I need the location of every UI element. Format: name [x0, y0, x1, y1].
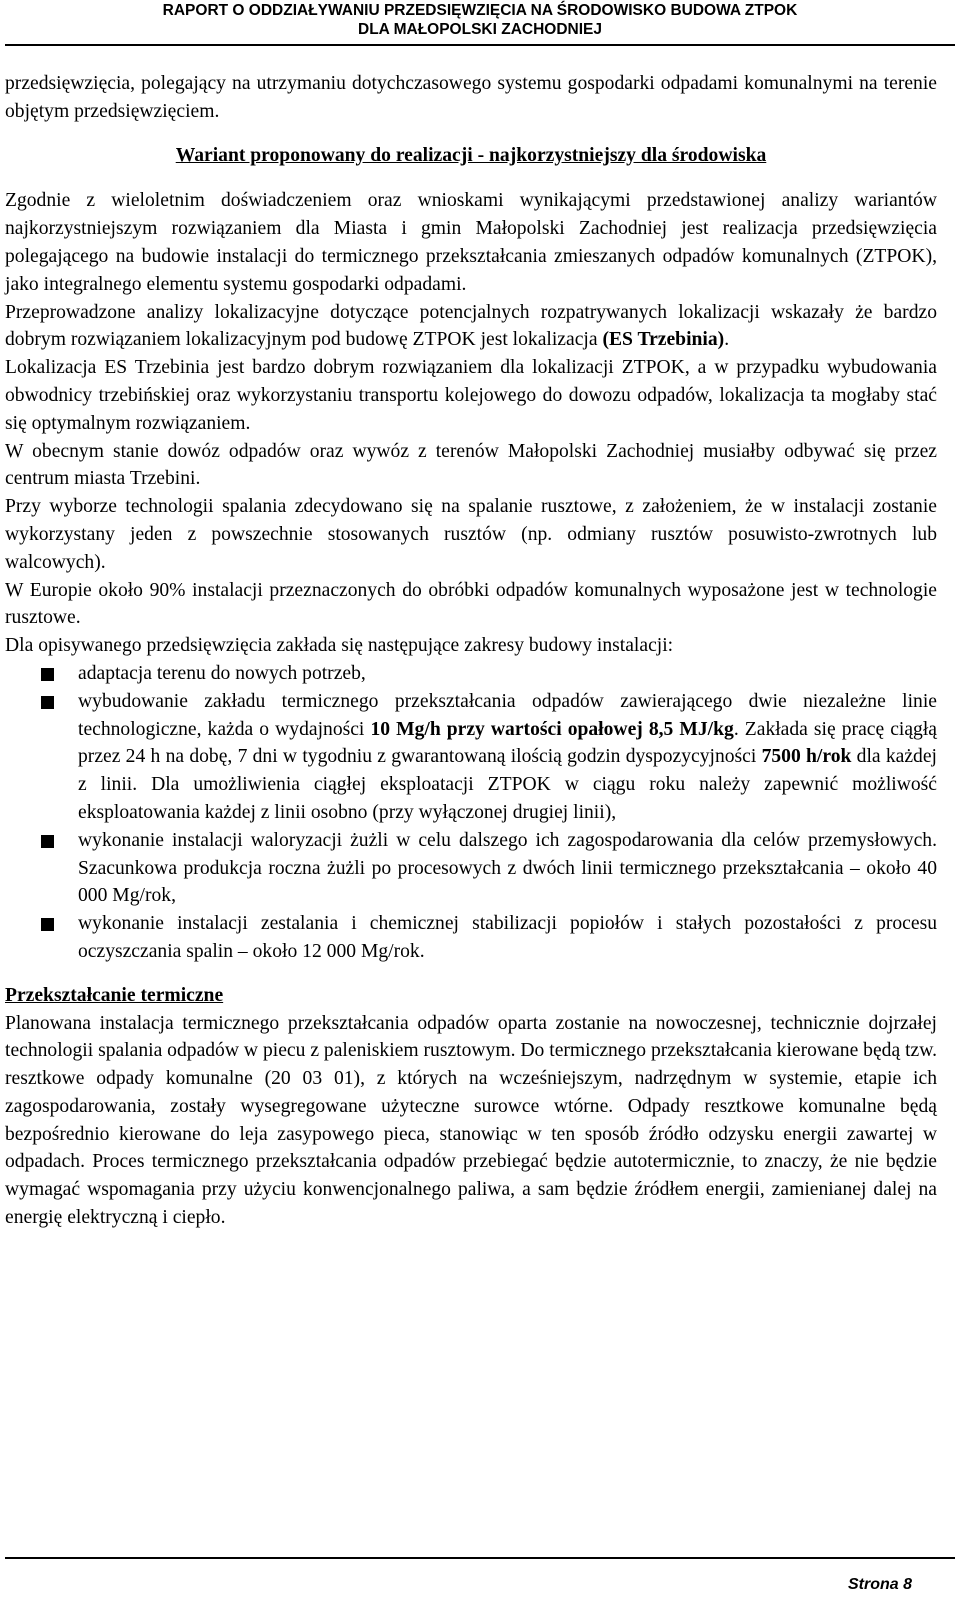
bullet-icon	[41, 918, 54, 931]
header-title-line1: RAPORT O ODDZIAŁYWANIU PRZEDSIĘWZIĘCIA NA ŚRODOWISKO BUDOWA ZTPOK	[162, 2, 798, 19]
paragraph-transport: W obecnym stanie dowóz odpadów oraz wywóz z terenów Małopolski Zachodniej musiałby odbywać się przez centrum miasta Trzebini.	[5, 440, 937, 490]
paragraph-scope-intro: Dla opisywanego przedsięwzięcia zakłada się następujące zakresy budowy instalacji:	[5, 635, 674, 657]
paragraph-thermal: Planowana instalacja termicznego przekształcania odpadów oparta zostanie na nowoczesnej, technicznie dojrzałej technologii spalania odpadów w piecu z paleniskiem rusztowym. Do termicznego przekształcania kierowane będą tzw. resztkowe odpady komunalne (20 03 01), z których na wcześniejszym, nadrzędnym w systemie, etapie ich zagospodarowania, zostały wysegregowane użyteczne surowce wtórne. Odpady resztkowe komunalne będą bezpośrednio kierowane do leja zasypowego pieca, stanowiąc w ten sposób źródło odzysku energii zawartej w odpadach. Proces termicznego przekształcania odpadów przebiegać będzie autotermicznie, to znaczy, że nie będzie wymagać wspomagania przy użyciu konwencjonalnego paliwa, a sam będzie źródłem energii, zamienianej dalej na energię elektryczną i ciepło.	[5, 1012, 937, 1229]
paragraph-experience: Zgodnie z wieloletnim doświadczeniem oraz wnioskami wynikającymi przedstawionej analizy wariantów najkorzystniejszym rozwiązaniem dla Miasta i gmin Małopolski Zachodniej jest realizacja przedsięwzięcia polegającego na budowie instalacji do termicznego przekształcania zmieszanych odpadów komunalnych (ZTPOK), jako integralnego elementu systemu gospodarki odpadami.	[5, 190, 937, 295]
bullet-icon	[41, 835, 54, 848]
header-divider	[5, 44, 955, 46]
page-number: Strona 8	[847, 1576, 912, 1593]
paragraph-location-analysis: Przeprowadzone analizy lokalizacyjne dotyczące potencjalnych rozpatrywanych lokalizacji wskazały że bardzo dobrym rozwiązaniem lokalizacyjnym pod budowę ZTPOK jest lokalizacja (ES Trzebinia).	[5, 301, 937, 351]
list-item: wykonanie instalacji zestalania i chemicznej stabilizacji popiołów i stałych pozostałości z procesu oczyszczania spalin – około 12 000 Mg/rok.	[5, 910, 937, 966]
list-item: wybudowanie zakładu termicznego przekształcania odpadów zawierającego dwie niezależne linie technologiczne, każda o wydajności 10 Mg/h przy wartości opałowej 8,5 MJ/kg. Zakłada się pracę ciągłą przez 24 h na dobę, 7 dni w tygodniu z gwarantowaną ilością godzin dyspozycyjności 7500 h/rok dla każdej z linii. Dla umożliwienia ciągłej eksploatacji ZTPOK w ciągu roku należy zapewnić możliwość eksploatowania każdej z linii osobno (przy wyłączonej drugiej linii),	[5, 688, 937, 827]
scope-list	[5, 660, 937, 966]
footer-divider	[5, 1557, 955, 1559]
paragraph-europe: W Europie około 90% instalacji przeznaczonych do obróbki odpadów komunalnych wyposażone jest w technologie rusztowe.	[5, 579, 937, 629]
header-title-line2: DLA MAŁOPOLSKI ZACHODNIEJ	[358, 21, 602, 38]
location-name: (ES Trzebinia)	[602, 329, 725, 351]
paragraph-technology: Przy wyborze technologii spalania zdecydowano się na spalanie rusztowe, z założeniem, że w instalacji zostanie wykorzystany jeden z powszechnie stosowanych rusztów (np. odmiany rusztów posuwisto-zwrotnych lub walcowych).	[5, 496, 937, 573]
bullet-icon	[41, 696, 54, 709]
section-heading-variant: Wariant proponowany do realizacji - najkorzystniejszy dla środowiska	[175, 144, 767, 166]
section-heading-thermal: Przekształcanie termiczne	[5, 984, 224, 1006]
page-header	[0, 0, 960, 39]
intro-paragraph: przedsięwzięcia, polegający na utrzymaniu dotychczasowego systemu gospodarki odpadami komunalnymi na terenie objętym przedsięwzięciem.	[5, 73, 937, 122]
list-item: wykonanie instalacji waloryzacji żużli w celu dalszego ich zagospodarowania dla celów przemysłowych. Szacunkowa produkcja roczna żużli po procesowych z dwóch linii termicznego przekształcania – około 40 000 Mg/rok,	[5, 827, 937, 910]
document-body	[5, 70, 937, 1232]
bullet-icon	[41, 668, 54, 681]
paragraph-es-trzebinia: Lokalizacja ES Trzebinia jest bardzo dobrym rozwiązaniem dla lokalizacji ZTPOK, a w przypadku wybudowania obwodnicy trzebińskiej oraz wykorzystaniu transportu kolejowego do dowozu odpadów, lokalizacja ta mogłaby stać się optymalnym rozwiązaniem.	[5, 357, 937, 434]
list-item: adaptacja terenu do nowych potrzeb,	[5, 660, 937, 688]
